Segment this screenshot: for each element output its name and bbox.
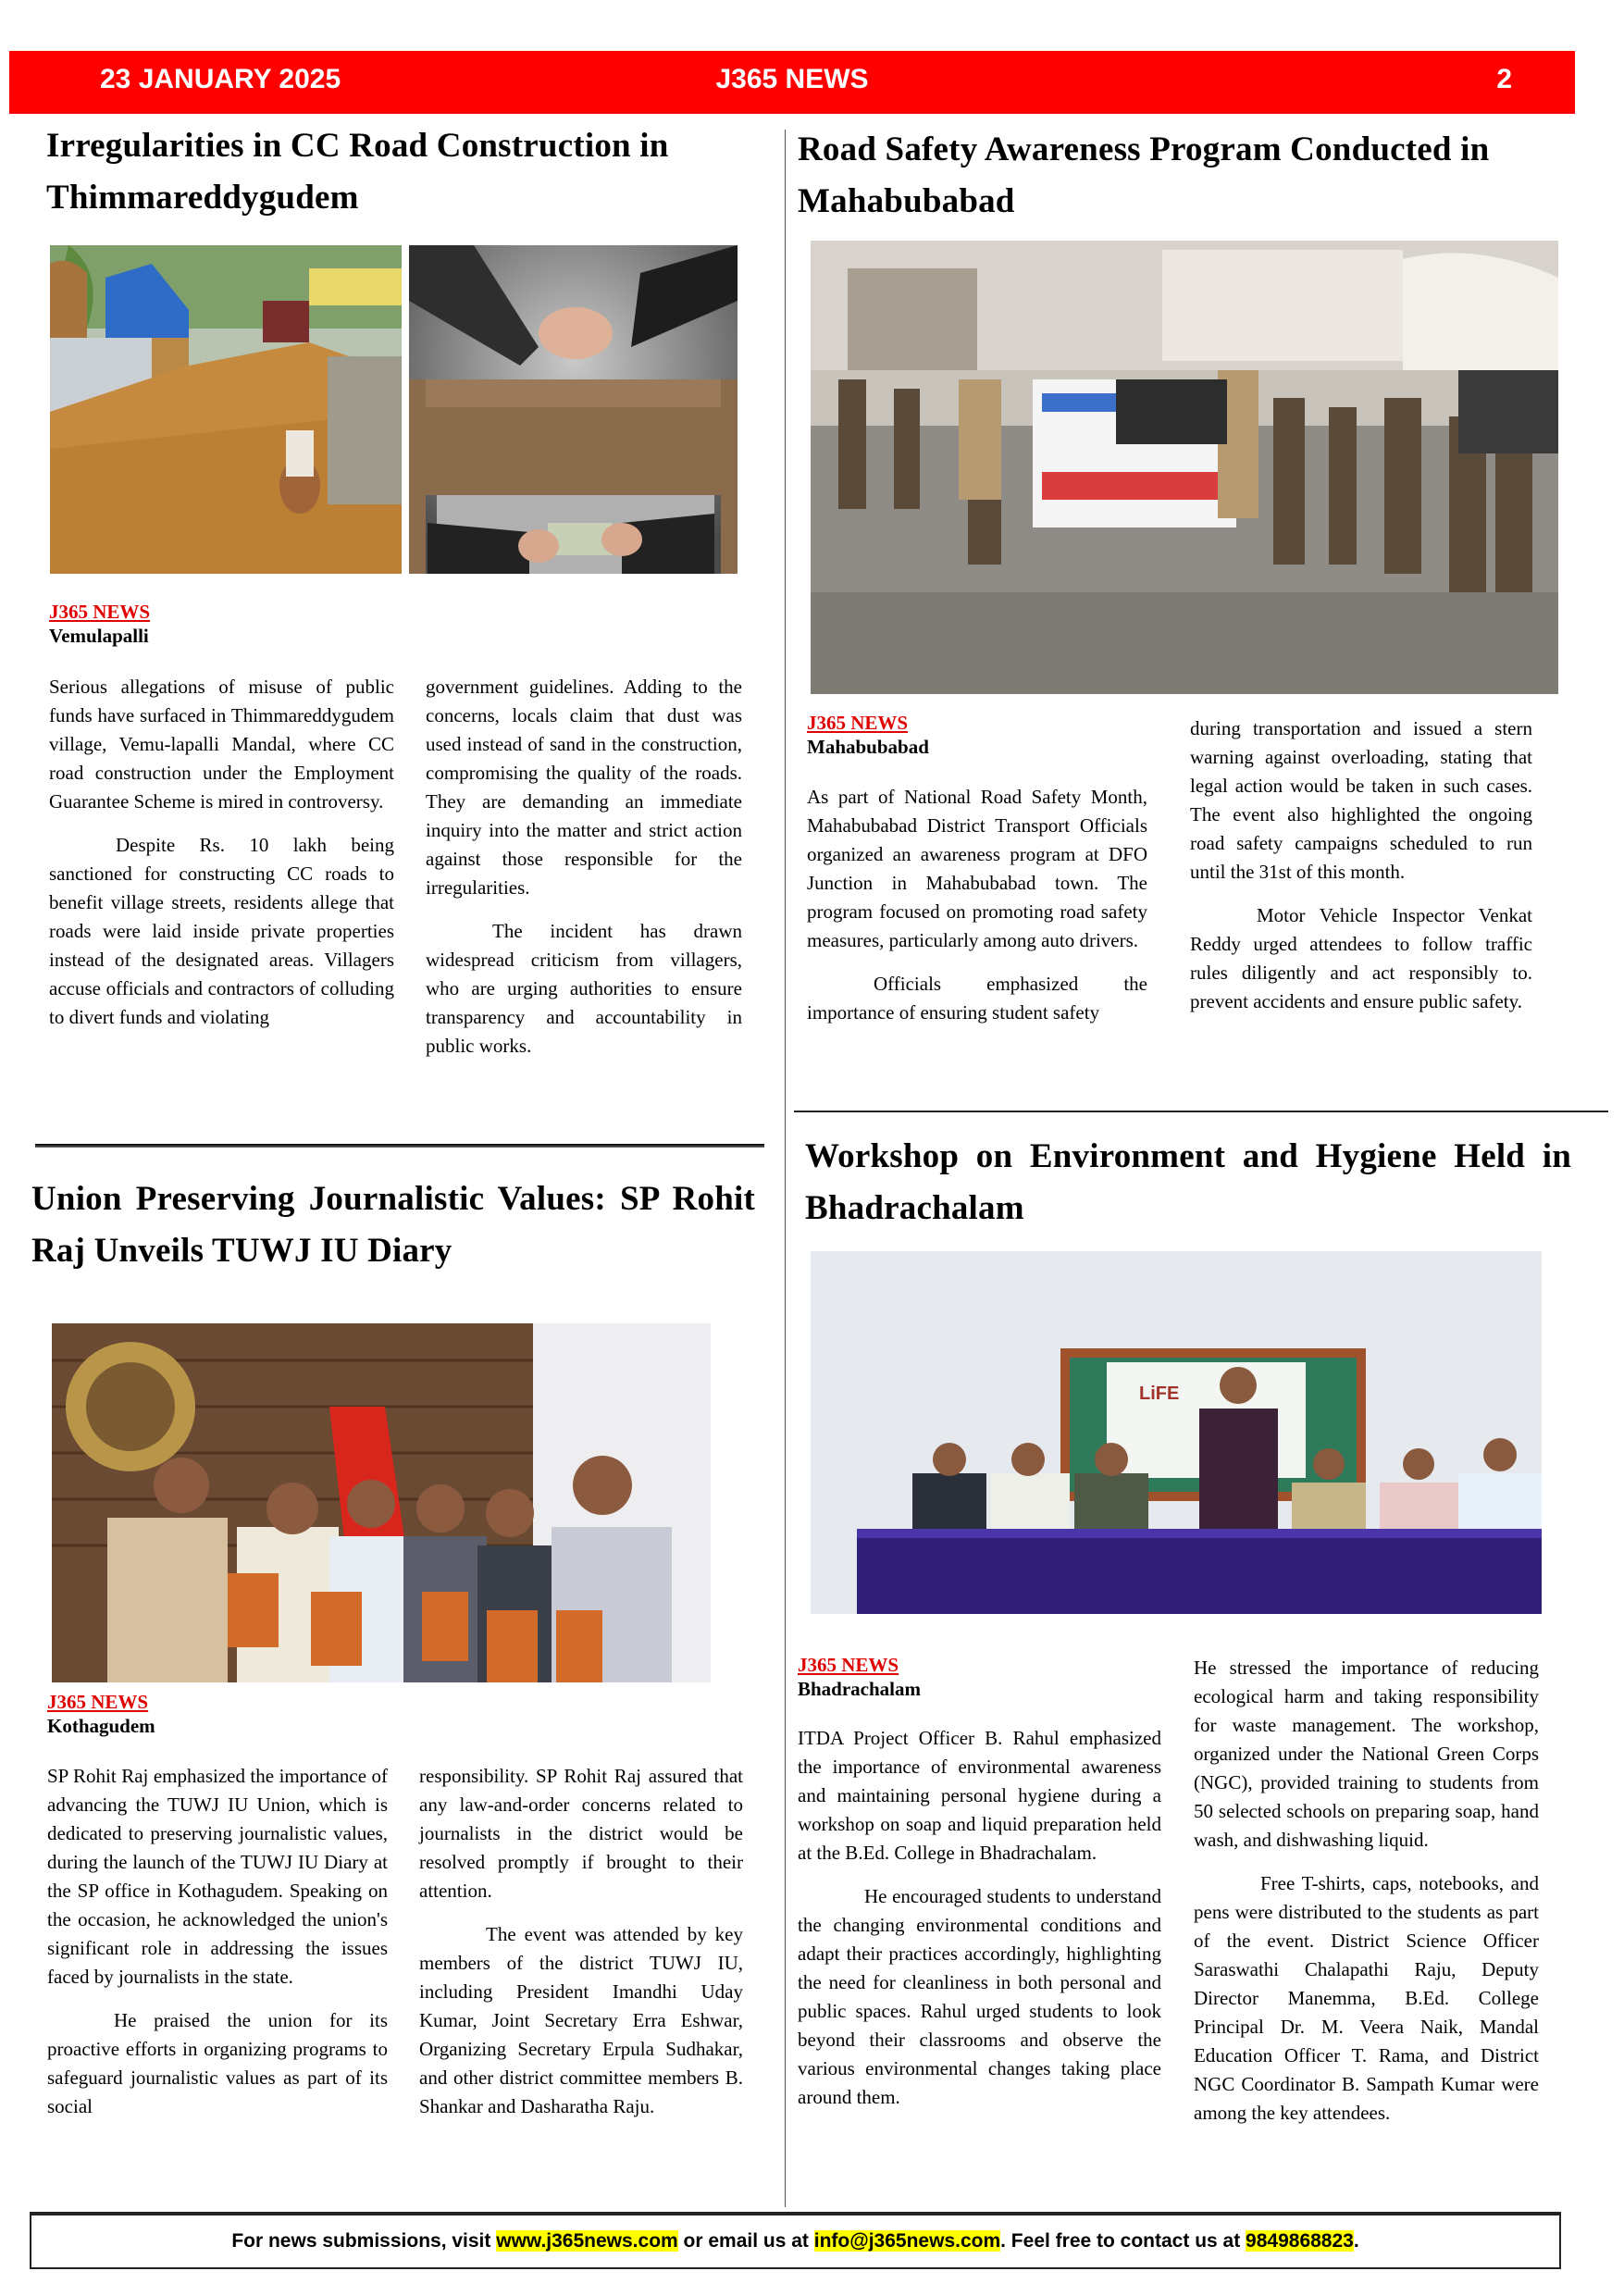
article-byline	[798, 1653, 921, 1701]
road-construction-photo	[50, 245, 402, 574]
road-safety-rally-photo	[811, 241, 1558, 694]
article-column-2	[1190, 714, 1532, 1016]
website-link[interactable]: www.j365news.com	[496, 2230, 678, 2252]
paragraph: government guidelines. Adding to the concerns, locals claim that dust was used instead of sand in the construction, compromising the quality of the roads. They are demanding an immediate inquiry into the matter and strict action against those responsible for the irregularities.	[426, 676, 742, 899]
phone-number[interactable]: 9849868823	[1246, 2230, 1354, 2252]
paragraph: Officials emphasized the importance of ensuring student safety	[807, 973, 1147, 1024]
paragraph: ITDA Project Officer B. Rahul emphasized the importance of environmental awareness and maintaining personal hygiene during a workshop on soap and liquid preparation held at the B.Ed. College in Bhadrachalam.	[798, 1727, 1161, 1864]
dateline: Kothagudem	[47, 1715, 155, 1737]
section-divider-right	[794, 1111, 1608, 1112]
article-headline[interactable]: Union Preserving Journalistic Values: SP Rohit Raj Unveils TUWJ IU Diary	[31, 1180, 755, 1270]
svg-text:LiFE: LiFE	[1139, 1384, 1180, 1404]
column-divider-top	[785, 130, 786, 1111]
article-column-2	[419, 1762, 743, 2121]
dateline: Vemulapalli	[49, 625, 149, 647]
email-link[interactable]: info@j365news.com	[813, 2230, 1001, 2252]
paragraph: He stressed the importance of reducing ecological harm and taking responsibility for waste management. The workshop, organized under the National Green Corps (NGC), provided training to students from 50 selected schools on preparing soap, hand wash, and dishwashing liquid.	[1194, 1657, 1539, 1851]
paragraph: Free T-shirts, caps, notebooks, and pens were distributed to the students as part of the event. District Science Officer Saraswathi Chalapathi Raju, Deputy Director Manemma, B.Ed. College Principal Dr. M. Veera Naik, Mandal Education Officer T. Rama, and District NGC Coordinator B. Sampath Kumar were among the key attendees.	[1194, 1872, 1539, 2124]
paragraph: The event was attended by key members of the district TUWJ IU, including President Imandhi Uday Kumar, Joint Secretary Erra Eshwar, Organizing Secretary Erpula Sudhakar, and other district committee members B. Shankar and Dasharatha Raju.	[419, 1923, 743, 2117]
article-column-2	[1194, 1654, 1539, 2128]
diary-launch-photo	[52, 1323, 711, 1682]
dateline: Bhadrachalam	[798, 1678, 922, 1700]
submission-footer	[30, 2212, 1561, 2269]
newspaper-title: J365 NEWS	[715, 64, 869, 94]
agency-label: J365 NEWS	[807, 712, 909, 734]
article-column-2	[426, 673, 742, 1061]
paragraph: He praised the union for its proactive efforts in organizing programs to safeguard journalistic values as part of its social	[47, 2009, 388, 2117]
agency-label: J365 NEWS	[49, 601, 151, 623]
article-column-1	[798, 1724, 1161, 2112]
article-column-1	[807, 783, 1147, 1027]
article-column-1	[49, 673, 394, 1032]
agency-label: J365 NEWS	[47, 1691, 149, 1713]
article-headline[interactable]: Road Safety Awareness Program Conducted in Mahabubabad	[798, 130, 1490, 220]
section-divider-left	[35, 1144, 764, 1148]
hygiene-workshop-photo	[811, 1251, 1542, 1614]
paragraph: He encouraged students to understand the changing environmental conditions and adapt their practices accordingly, highlighting the need for cleanliness in both personal and public spaces. Rahul urged students to look beyond their classrooms and observe the various environmental changes taking place around them.	[798, 1885, 1161, 2108]
article-headline[interactable]: Irregularities in CC Road Construction in Thimmareddygudem	[46, 127, 669, 217]
paragraph: The incident has drawn widespread criticism from villagers, who are urging authorities to ensure transparency and accountability in public works.	[426, 920, 742, 1057]
paragraph: Serious allegations of misuse of public funds have surfaced in Thimmareddygudem village, Vemu-lapalli Mandal, where CC road construction under the Employment Guarantee Scheme is mired in controversy.	[49, 676, 394, 813]
paragraph: As part of National Road Safety Month, Mahabubabad District Transport Officials organized an awareness program at DFO Junction in Mahabubabad town. The program focused on promoting road safety measures, particularly among auto drivers.	[807, 786, 1147, 951]
footer-text: For news submissions, visit	[231, 2230, 497, 2252]
paragraph: Motor Vehicle Inspector Venkat Reddy urged attendees to follow traffic rules diligently and act responsibly to. prevent accidents and ensure public safety.	[1190, 904, 1532, 1012]
article-byline	[807, 711, 929, 759]
paragraph: during transportation and issued a stern warning against overloading, stating that legal action would be taken in such cases. The event also highlighted the ongoing road safety campaigns scheduled to run until the 31st of this month.	[1190, 717, 1532, 883]
handshake-bribe-photo	[409, 245, 738, 574]
article-byline	[47, 1690, 155, 1738]
paragraph: SP Rohit Raj emphasized the importance of advancing the TUWJ IU Union, which is dedicated to preserving journalistic values, during the launch of the TUWJ IU Diary at the SP office in Kothagudem. Speaking on the occasion, he acknowledged the union's significant role in addressing the issues faced by journalists in the state.	[47, 1765, 388, 1988]
article-headline[interactable]: Workshop on Environment and Hygiene Held in Bhadrachalam	[805, 1137, 1571, 1227]
page-number: 2	[1496, 64, 1512, 94]
article-byline	[49, 600, 150, 648]
issue-date: 23 JANUARY 2025	[100, 64, 341, 94]
paragraph: responsibility. SP Rohit Raj assured that any law-and-order concerns related to journalists in the district would be resolved promptly if brought to their attention.	[419, 1765, 743, 1902]
footer-text: . Feel free to contact us at	[1000, 2230, 1246, 2252]
article-column-1	[47, 1762, 388, 2121]
footer-text: or email us at	[677, 2230, 814, 2252]
dateline: Mahabubabad	[807, 736, 929, 758]
footer-text: .	[1353, 2230, 1359, 2252]
agency-label: J365 NEWS	[798, 1654, 899, 1676]
paragraph: Despite Rs. 10 lakh being sanctioned for constructing CC roads to benefit village streets, residents allege that roads were laid inside private properties instead of the designated areas. Villagers accuse officials and contractors of colluding to divert funds and violating	[49, 834, 394, 1028]
masthead-bar	[9, 51, 1575, 114]
column-divider-bottom	[785, 1111, 786, 2207]
